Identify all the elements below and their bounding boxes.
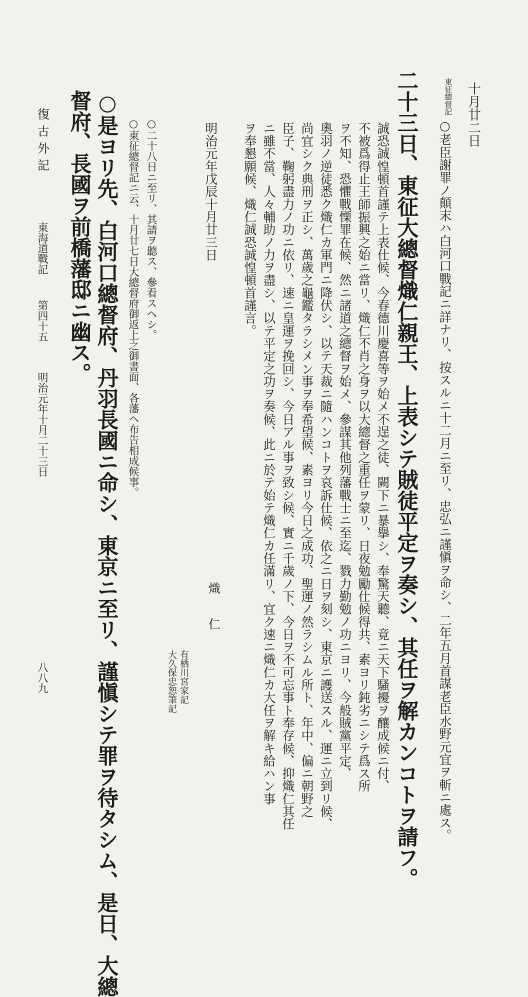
text-column-heading: 二十三日、東征大總督熾仁親王、上表シテ賊徒平定ヲ奏シ、其任ヲ解カンコトヲ請フ。 — [395, 70, 420, 889]
footer-date: 明治元年十月二十三日 — [36, 372, 49, 477]
text-column: ○老臣謝罪ノ顛末ハ白河口戰記ニ詳ナリ、按スルニ十二月ニ至リ、忠弘ニ謹愼ヲ命シ、二年五月首謀老臣水野元宜ヲ斬ニ處ス。 — [437, 118, 453, 842]
footer-section: 東海道戰記 — [36, 222, 49, 275]
text-column: 不被爲得止王師振興之始ニ當リ、熾仁不肖之身ヲ以大總督之重任ヲ蒙リ、日夜勉勵仕候得共、素ヨリ鈍劣ニシテ爲ス所 — [356, 122, 372, 793]
text-column: ニ雖不當、人々輔助ノ力ヲ盡シ、以テ平定之功ヲ奏候、此ニ於テ始テ熾仁カ任滿リ、宜ク速ニ熾仁カ大任ヲ解キ給ハン事 — [261, 122, 277, 806]
header-side-note: 東征總督記 — [443, 78, 453, 116]
text-column: ヲ不知、恐懼戰慄罪在候、然ニ諸道之總督ヲ始メ、參謀其他列藩戰士ニ至迄、戮力勤勉ノ功ニヨリ、今般賊黨平定、 — [337, 122, 353, 780]
signature: 熾 仁 — [207, 582, 221, 630]
text-column: 尚宜シク典刑ヲ正シ、萬歲之龜鑑タラシメン事ヲ奉希望候、素ヨリ今日之成功、聖運ノ然ラシムル所ト、年中、偏ニ朝野之 — [299, 122, 315, 818]
source-note: 有栖川宮家記 — [178, 650, 188, 704]
date-line: 明治元年戊辰十月廿三日 — [203, 122, 219, 262]
text-column-heading: ○是ヨリ先、白河口總督府、丹羽長國ニ命シ、東京ニ至リ、謹愼シテ罪ヲ待タシム、是日、大總 — [95, 90, 120, 997]
text-column-heading: 督府、長國ヲ前橋藩邸ニ幽ス。 — [68, 90, 93, 384]
header-date: 十月廿二日 — [465, 82, 480, 147]
text-column: 誠恐誠惶頓首謹テ上表仕候、今春德川慶喜等ヲ始メ不逞之徒、闕下ニ暴擧シ、奉驚天聽、竟ニ天下騷擾ヲ釀成候ニ付、 — [375, 122, 391, 793]
footer-title: 復古外記 — [36, 108, 50, 176]
text-column: ○東征總督記ニ云、十月廿七日大總督府御返上之御書面、各藩ヘ布告相成候事。 — [127, 118, 140, 498]
text-column: 臣子、鞠躬盡力ノ功ニ依リ、速ニ皇運ヲ挽回シ、今日アル事ヲ致シ候、實ニ千歲ノ下、今日ヲ不可忘事ト奉存候、抑熾仁其任 — [280, 122, 296, 831]
text-column: ヲ奉懇願候、熾仁誠恐誠惶頓首謹言。 — [242, 122, 258, 338]
footer-volume: 第四十五 — [36, 300, 49, 342]
page-number: 八八九 — [36, 662, 49, 694]
text-column: ○二十八日ニ至リ、其請ヲ聽ス、參看スヘシ。 — [145, 118, 158, 340]
source-note: 大久保忠恕筆記 — [166, 650, 176, 713]
text-column: 奧羽ノ逆徒悉ク熾仁カ軍門ニ降伏シ、以テ天裁ニ隨ハンコトヲ哀訴仕候、依之ニ日ヲ刻シ、東京ニ護送スル、運ニ立到リ候、 — [318, 122, 334, 831]
